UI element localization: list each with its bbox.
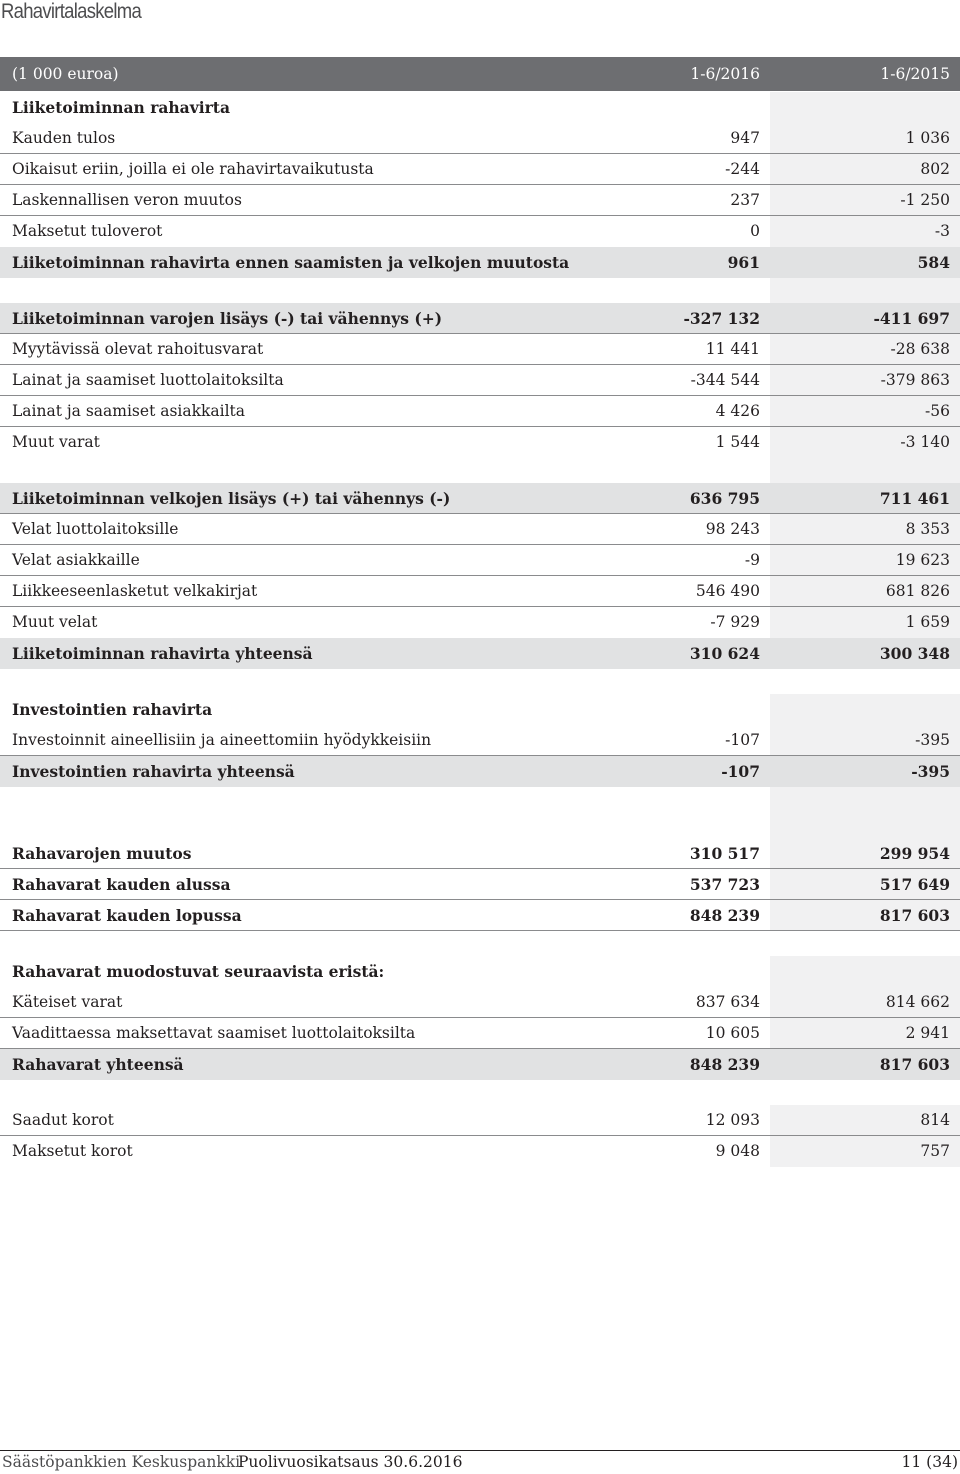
table-row [0, 216, 960, 247]
row-value-2016: 11 441 [705, 340, 760, 358]
row-value-2016: 237 [730, 191, 760, 209]
row-value-2015: -1 250 [900, 191, 950, 209]
row-value-2015: 757 [920, 1142, 950, 1160]
row-value-2015: 517 649 [879, 875, 950, 894]
table-row [0, 1105, 960, 1136]
row-label: Rahavarat yhteensä [12, 1055, 184, 1074]
row-value-2015: -395 [911, 762, 950, 781]
row-value-2016: 0 [750, 222, 760, 240]
row-value-2015: 300 348 [879, 644, 950, 663]
row-value-2015: 8 353 [905, 520, 950, 538]
table-row [0, 607, 960, 638]
row-value-2016: 98 243 [705, 520, 760, 538]
row-label: Muut velat [12, 613, 98, 631]
row-label: Liiketoiminnan velkojen lisäys (+) tai vähennys (-) [12, 489, 451, 508]
row-label: Liikkeeseenlasketut velkakirjat [12, 582, 258, 600]
row-label: Liiketoiminnan varojen lisäys (-) tai vähennys (+) [12, 309, 443, 328]
table-row [0, 638, 960, 669]
row-label: Velat luottolaitoksille [12, 520, 179, 538]
header-period-2015: 1-6/2015 [880, 65, 950, 83]
table-row [0, 694, 960, 725]
table-row [0, 396, 960, 427]
row-label: Kauden tulos [12, 129, 116, 147]
row-value-2015: -28 638 [890, 340, 950, 358]
row-value-2015: 802 [920, 160, 950, 178]
row-value-2016: 636 795 [689, 489, 760, 508]
section-spacer [0, 458, 960, 483]
section-spacer [0, 787, 960, 838]
section-spacer [0, 278, 960, 303]
row-value-2016: -9 [744, 551, 760, 569]
footer-document-title: Puolivuosikatsaus 30.6.2016 [238, 1453, 463, 1471]
row-label: Investoinnit aineellisiin ja aineettomiin hyödykkeisiin [12, 731, 432, 749]
table-row [0, 838, 960, 869]
row-label: Investointien rahavirta [12, 700, 213, 719]
table-row [0, 365, 960, 396]
row-label: Liiketoiminnan rahavirta yhteensä [12, 644, 313, 663]
row-label: Rahavarojen muutos [12, 844, 192, 863]
row-value-2015: 299 954 [879, 844, 950, 863]
row-value-2015: -3 [934, 222, 950, 240]
table-row [0, 92, 960, 123]
row-value-2016: 10 605 [705, 1024, 760, 1042]
table-row [0, 576, 960, 607]
row-label: Laskennallisen veron muutos [12, 191, 242, 209]
row-label: Lainat ja saamiset luottolaitoksilta [12, 371, 284, 389]
row-label: Vaadittaessa maksettavat saamiset luottolaitoksilta [12, 1024, 416, 1042]
row-value-2015: 817 603 [879, 1055, 950, 1074]
row-value-2015: 1 659 [905, 613, 950, 631]
row-value-2016: 546 490 [695, 582, 760, 600]
table-row [0, 427, 960, 458]
row-value-2016: 4 426 [715, 402, 760, 420]
row-value-2016: 848 239 [689, 1055, 760, 1074]
section-spacer [0, 1080, 960, 1105]
footer-organization: Säästöpankkien Keskuspankki [2, 1453, 241, 1471]
row-value-2015: 584 [917, 253, 950, 272]
table-row [0, 483, 960, 514]
row-value-2015: 2 941 [905, 1024, 950, 1042]
row-value-2016: 310 517 [689, 844, 760, 863]
row-label: Muut varat [12, 433, 100, 451]
table-row [0, 247, 960, 278]
table-row [0, 1018, 960, 1049]
row-label: Rahavarat kauden lopussa [12, 906, 242, 925]
table-row [0, 154, 960, 185]
row-label: Lainat ja saamiset asiakkailta [12, 402, 246, 420]
row-value-2016: 1 544 [715, 433, 760, 451]
table-row [0, 303, 960, 334]
row-value-2016: 12 093 [705, 1111, 760, 1129]
row-label: Velat asiakkaille [12, 551, 140, 569]
table-body [0, 92, 960, 1167]
row-value-2016: 961 [727, 253, 760, 272]
header-period-2016: 1-6/2016 [690, 65, 760, 83]
row-value-2016: 848 239 [689, 906, 760, 925]
section-spacer [0, 669, 960, 694]
row-label: Saadut korot [12, 1111, 114, 1129]
section-spacer [0, 931, 960, 956]
row-value-2015: -3 140 [900, 433, 950, 451]
row-label: Rahavarat kauden alussa [12, 875, 231, 894]
page-title: Rahavirtalaskelma [1, 0, 142, 23]
table-row [0, 900, 960, 931]
table-row [0, 514, 960, 545]
row-label: Oikaisut eriin, joilla ei ole rahavirtavaikutusta [12, 160, 374, 178]
cash-flow-table [0, 57, 960, 1167]
row-value-2015: 814 662 [885, 993, 950, 1011]
footer-page-number: 11 (34) [901, 1453, 958, 1471]
table-row [0, 545, 960, 576]
row-value-2016: 537 723 [689, 875, 760, 894]
table-row [0, 1136, 960, 1167]
page-footer [0, 1450, 960, 1472]
row-value-2016: 837 634 [695, 993, 760, 1011]
table-row [0, 334, 960, 365]
row-label: Maksetut korot [12, 1142, 133, 1160]
row-value-2016: -344 544 [690, 371, 760, 389]
row-label: Liiketoiminnan rahavirta ennen saamisten ja velkojen muutosta [12, 253, 570, 272]
row-value-2016: -244 [725, 160, 760, 178]
table-row [0, 725, 960, 756]
row-label: Liiketoiminnan rahavirta [12, 98, 230, 117]
row-value-2016: 9 048 [715, 1142, 760, 1160]
row-value-2015: -411 697 [873, 309, 950, 328]
table-row [0, 987, 960, 1018]
row-value-2016: 947 [730, 129, 760, 147]
header-unit-label: (1 000 euroa) [12, 65, 119, 83]
row-value-2015: 711 461 [879, 489, 950, 508]
row-value-2016: -327 132 [683, 309, 760, 328]
row-value-2015: 19 623 [895, 551, 950, 569]
row-value-2015: -379 863 [880, 371, 950, 389]
table-row [0, 123, 960, 154]
row-value-2015: -395 [915, 731, 950, 749]
table-row [0, 1049, 960, 1080]
row-value-2016: -107 [725, 731, 760, 749]
table-row [0, 956, 960, 987]
row-value-2015: 1 036 [905, 129, 950, 147]
row-value-2015: 681 826 [885, 582, 950, 600]
row-label: Käteiset varat [12, 993, 123, 1011]
table-header [0, 57, 960, 92]
row-value-2016: 310 624 [689, 644, 760, 663]
row-value-2015: -56 [925, 402, 950, 420]
row-value-2016: -7 929 [710, 613, 760, 631]
row-value-2016: -107 [721, 762, 760, 781]
row-value-2015: 817 603 [879, 906, 950, 925]
row-label: Myytävissä olevat rahoitusvarat [12, 340, 264, 358]
row-label: Maksetut tuloverot [12, 222, 163, 240]
table-row [0, 869, 960, 900]
table-row [0, 756, 960, 787]
row-label: Rahavarat muodostuvat seuraavista eristä: [12, 962, 385, 981]
row-value-2015: 814 [920, 1111, 950, 1129]
row-label: Investointien rahavirta yhteensä [12, 762, 295, 781]
table-row [0, 185, 960, 216]
